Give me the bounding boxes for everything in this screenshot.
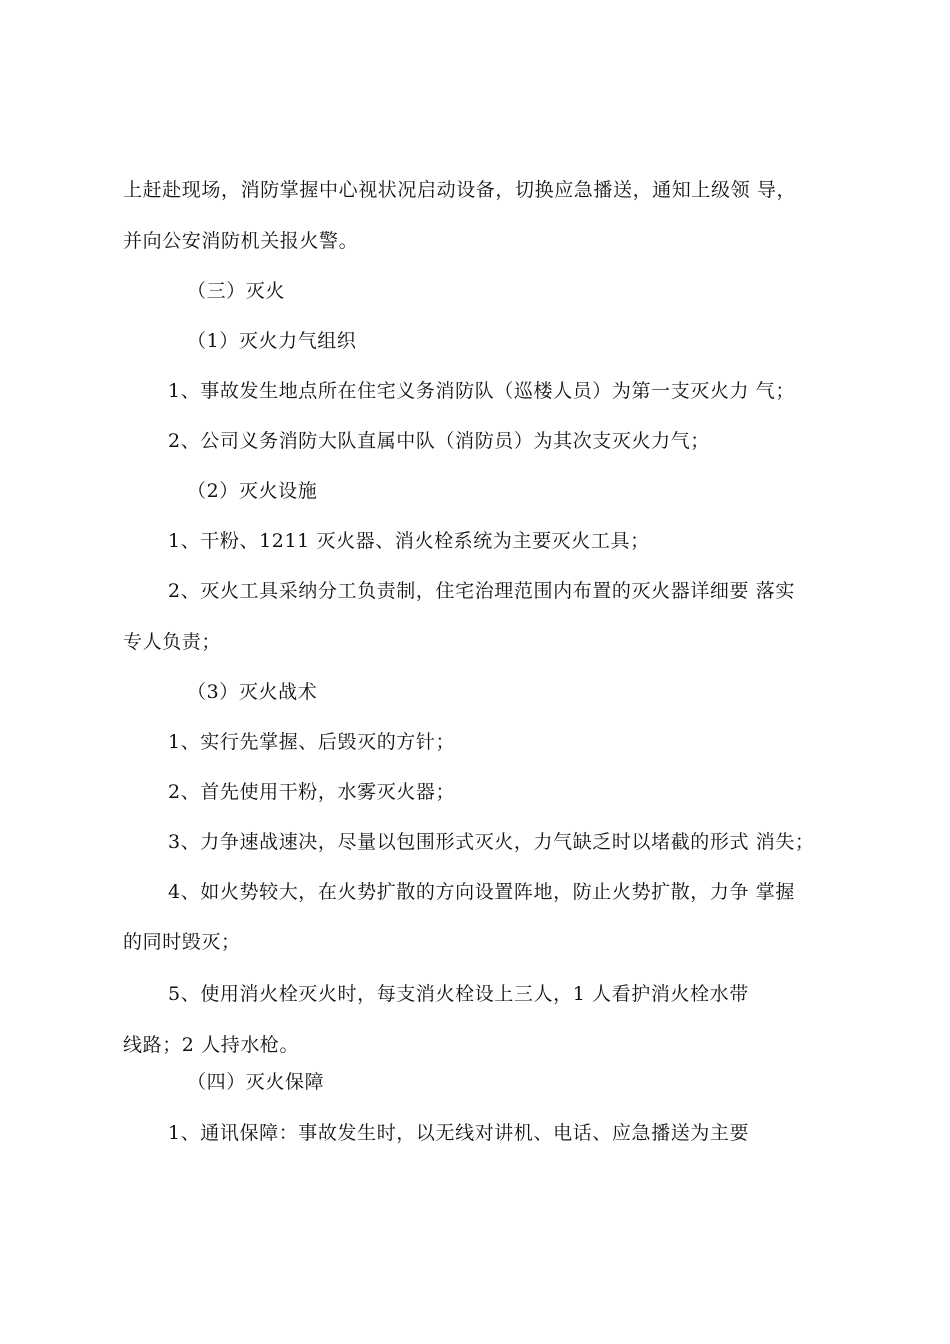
text-line-13: 2、首先使用干粉，水雾灭火器； — [168, 781, 456, 803]
text-line-18: 线路；2 人持水枪。 — [123, 1034, 300, 1056]
text-line-10: 专人负责； — [123, 631, 222, 653]
text-line-15: 4、如火势较大，在火势扩散的方向设置阵地，防止火势扩散，力争 掌握 — [168, 881, 795, 903]
text-line-8: 1、干粉、1211 灭火器、消火栓系统为主要灭火工具； — [168, 530, 650, 552]
text-line-14: 3、力争速战速决，尽量以包围形式灭火，力气缺乏时以堵截的形式 消失； — [168, 831, 815, 853]
section-heading-3: （三）灭火 — [187, 280, 286, 302]
text-line-17: 5、使用消火栓灭火时，每支消火栓设上三人，1 人看护消火栓水带 — [168, 983, 749, 1005]
text-line-16: 的同时毁灭； — [123, 931, 241, 953]
text-line-5: 1、事故发生地点所在住宅义务消防队（巡楼人员）为第一支灭火力 气； — [168, 380, 795, 402]
text-line-9: 2、灭火工具采纳分工负责制，住宅治理范围内布置的灭火器详细要 落实 — [168, 580, 795, 602]
text-line-1: 上赶赴现场，消防掌握中心视状况启动设备，切换应急播送，通知上级领 导， — [123, 179, 797, 201]
subsection-heading-1: （1）灭火力气组织 — [187, 330, 357, 352]
text-line-6: 2、公司义务消防大队直属中队（消防员）为其次支灭火力气； — [168, 430, 710, 452]
subsection-heading-2: （2）灭火设施 — [187, 480, 318, 502]
text-line-20: 1、通讯保障：事故发生时，以无线对讲机、电话、应急播送为主要 — [168, 1122, 750, 1144]
subsection-heading-3: （3）灭火战术 — [187, 681, 318, 703]
text-line-12: 1、实行先掌握、后毁灭的方针； — [168, 731, 456, 753]
text-line-2: 并向公安消防机关报火警。 — [123, 230, 359, 252]
section-heading-4: （四）灭火保障 — [187, 1071, 325, 1093]
